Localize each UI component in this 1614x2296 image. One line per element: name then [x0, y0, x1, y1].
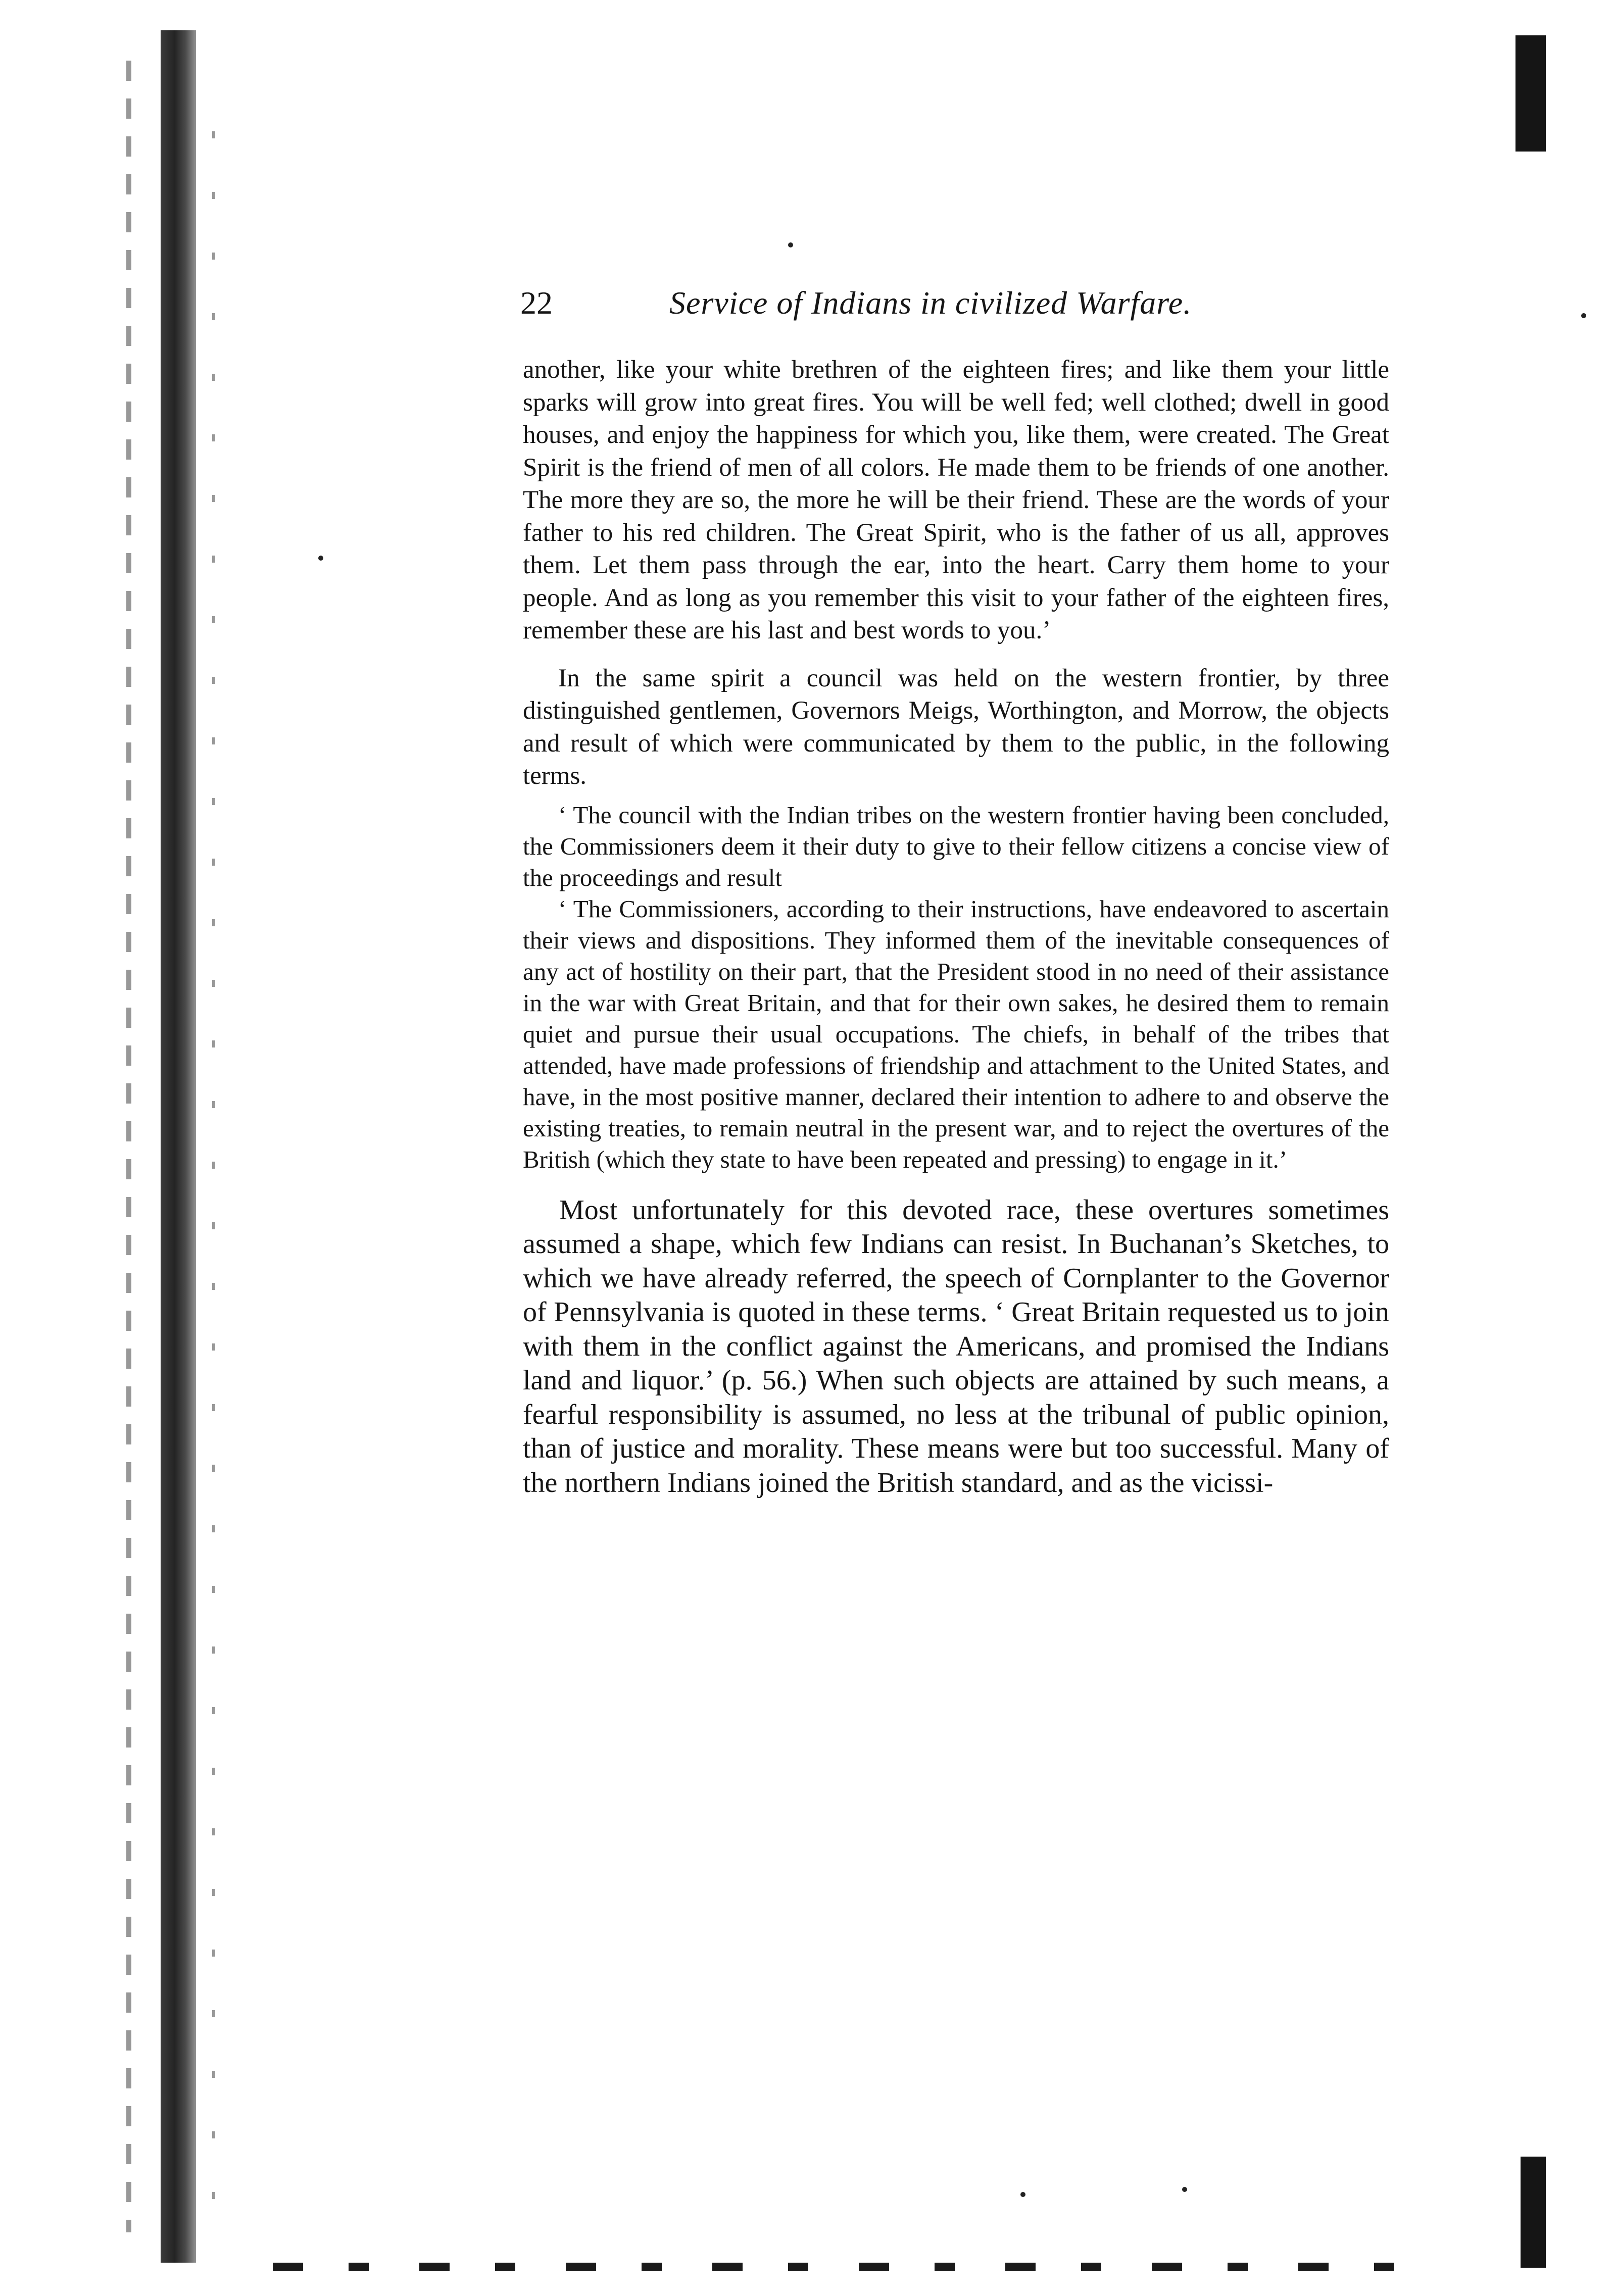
running-title: Service of Indians in civilized Warfare.: [669, 285, 1192, 321]
running-head: [520, 283, 1238, 323]
page-number: 22: [520, 285, 553, 321]
speck: [1182, 2187, 1187, 2192]
speck: [1020, 2192, 1025, 2197]
page-edge-mark-bottom-right: [1521, 2157, 1546, 2268]
binding-shadow-left: [161, 30, 196, 2263]
speck: [318, 556, 323, 561]
body-text: [523, 354, 1389, 1500]
paragraph-quote-council-concluded: ‘ The council with the Indian tribes on the western frontier having been concluded, the Commissioners deem it their duty to give to their fellow citizens a concise view of the proceedings and result: [523, 801, 1389, 891]
paragraph-quote-commissioners: ‘ The Commissioners, according to their instructions, have endeavored to ascertain their views and dispositions. They informed them of the inevitable consequences of any act of hostility on their part, that the President stood in no need of their assistance in the war with Great Britain, and that for their own sakes, he desired them to remain quiet and pursue their usual occupations. The chiefs, in behalf of the tribes that attended, have made professions of friendship and attachment to the United States, and have, in the most positive manner, declared their intention to adhere to and observe the existing treaties, to remain neutral in the present war, and to reject the overtures of the British (which they state to have been repeated and pressing) to engage in it.’: [523, 894, 1389, 1173]
paragraph-continued-speech: another, like your white brethren of the eighteen fires; and like them your little sparks will grow into great fires. You will be well fed; well clothed; dwell in good houses, and enjoy the happiness for which you, like them, were created. The Great Spirit is the friend of men of all colors. He made them to be friends of one another. The more they are so, the more he will be their friend. These are the words of your father to his red children. The Great Spirit, who is the father of us all, approves them. Let them pass through the ear, into the heart. Carry them home to your people. And as long as you remember this visit to your father of the eighteen fires, remember these are his last and best words to you.’: [523, 356, 1389, 644]
paragraph-overtures: Most unfortunately for this devoted race, these overtures sometimes assumed a shape, which few Indians can resist. In Buchanan’s Sketches, to which we have already referred, the speech of Cornplanter to the Governor of Pennsylvania is quoted in these terms. ‘ Great Britain requested us to join with them in the conflict against the Americans, and promised the Indians land and liquor.’ (p. 56.) When such objects are attained by such means, a fearful responsibility is assumed, no less at the tribunal of public opinion, than of justice and morality. These means were but too successful. Many of the northern Indians joined the British standard, and as the vicissi-: [523, 1194, 1389, 1499]
binding-specks: [212, 131, 215, 2202]
speck: [1581, 313, 1586, 318]
paragraph-council: In the same spirit a council was held on the western frontier, by three distinguished gentlemen, Governors Meigs, Worthington, and Morrow, the objects and result of which were communicated by them to the public, in the following terms.: [523, 664, 1389, 790]
speck: [788, 242, 793, 247]
bottom-scan-dashes: [273, 2263, 1435, 2271]
binding-edge-marks: [126, 61, 131, 2232]
page-edge-mark-top-right: [1515, 35, 1546, 152]
